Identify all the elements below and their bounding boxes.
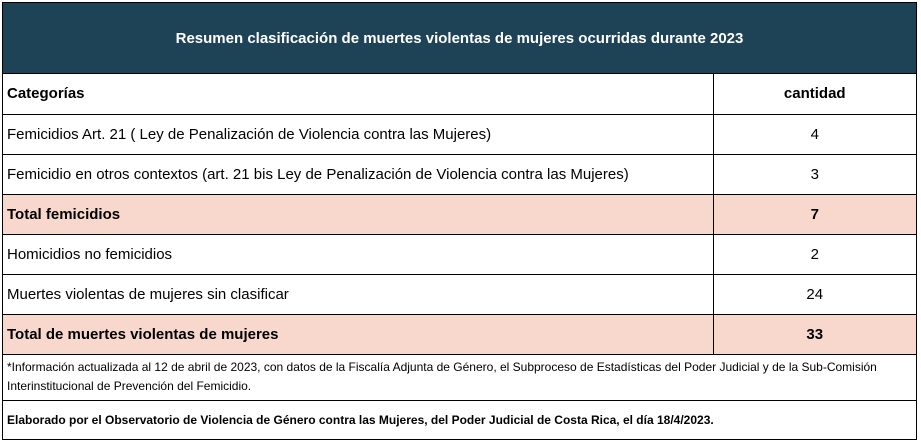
row-amount: 33 — [713, 314, 916, 354]
credit-line: Elaborado por el Observatorio de Violencia de Género contra las Mujeres, del Poder Judicial de Costa Rica, el día 18/4/2023. — [7, 412, 714, 427]
table-row — [3, 114, 916, 154]
table-row — [3, 234, 916, 274]
row-amount: 4 — [713, 114, 916, 154]
row-amount: 3 — [713, 154, 916, 194]
summary-table — [3, 74, 916, 355]
row-category: Muertes violentas de mujeres sin clasificar — [3, 274, 713, 314]
footnote: *Información actualizada al 12 de abril de 2023, con datos de la Fiscalía Adjunta de Género, el Subproceso de Estadísticas del Poder Judicial y de la Sub-Comisión Interinstitucional de Prevención del Femicidio. — [3, 355, 916, 401]
row-amount: 2 — [713, 234, 916, 274]
row-category: Total femicidios — [3, 194, 713, 234]
table-row — [3, 274, 916, 314]
total-row-violent-deaths — [3, 314, 916, 354]
row-amount: 7 — [713, 194, 916, 234]
row-category: Total de muertes violentas de mujeres — [3, 314, 713, 354]
header-amount: cantidad — [713, 74, 916, 114]
table-row — [3, 154, 916, 194]
header-row — [3, 74, 916, 114]
row-amount: 24 — [713, 274, 916, 314]
total-row-femicides — [3, 194, 916, 234]
table-title: Resumen clasificación de muertes violentas de mujeres ocurridas durante 2023 — [3, 3, 916, 74]
summary-sheet — [2, 2, 917, 440]
row-category: Homicidios no femicidios — [3, 234, 713, 274]
header-category: Categorías — [3, 74, 713, 114]
row-category: Femicidio en otros contextos (art. 21 bis Ley de Penalización de Violencia contra las Mujeres) — [3, 154, 713, 194]
row-category: Femicidios Art. 21 ( Ley de Penalización de Violencia contra las Mujeres) — [3, 114, 713, 154]
